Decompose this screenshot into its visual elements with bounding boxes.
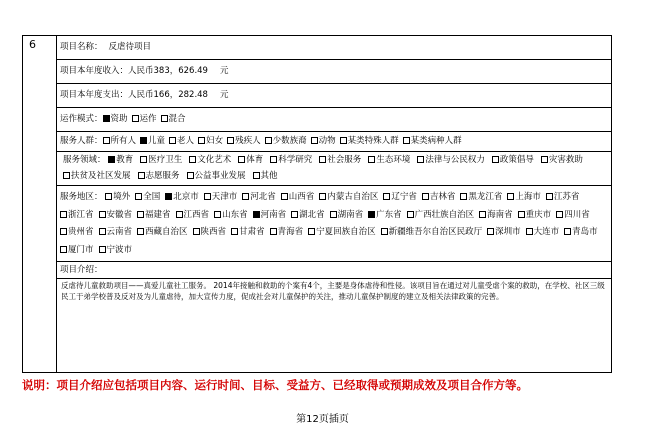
checkbox-icon[interactable] (479, 211, 486, 218)
checkbox-icon[interactable] (135, 193, 142, 200)
areas-option[interactable] (176, 207, 210, 225)
fields-option-label: 志愿服务 (145, 171, 180, 181)
income-unit: 元 (219, 66, 229, 77)
areas-option-label: 厦门市 (68, 244, 94, 255)
areas-option[interactable] (242, 189, 276, 207)
areas-option-label: 天津市 (211, 192, 238, 202)
beneficiaries-option[interactable] (403, 135, 462, 148)
checkbox-icon[interactable] (60, 246, 67, 253)
checkbox-icon[interactable] (518, 211, 525, 218)
fields-option-label: 科学研究 (278, 155, 313, 165)
areas-option[interactable] (460, 189, 502, 207)
areas-option[interactable] (368, 207, 402, 225)
areas-option-label: 广东省 (376, 209, 402, 220)
areas-option[interactable] (60, 242, 94, 260)
areas-option[interactable] (281, 189, 315, 207)
areas-option[interactable] (253, 207, 287, 225)
project-name-row (57, 36, 611, 60)
areas-option-label: 山东省 (222, 209, 248, 220)
areas-option-label: 上海市 (515, 192, 541, 202)
areas-option-label: 浙江省 (68, 209, 94, 220)
checkbox-icon[interactable] (137, 228, 144, 235)
beneficiaries-option[interactable] (227, 135, 261, 148)
areas-option-label: 青岛市 (572, 227, 598, 237)
fields-option-label: 其他 (260, 171, 278, 181)
beneficiaries-option[interactable] (311, 135, 336, 148)
areas-option[interactable] (291, 207, 325, 225)
operation-option-label: 混合 (168, 114, 186, 125)
checkbox-icon[interactable] (187, 172, 194, 179)
areas-option[interactable] (99, 207, 133, 225)
checkbox-icon[interactable] (176, 211, 183, 218)
areas-option-label: 云南省 (106, 227, 133, 237)
beneficiaries-option-label: 儿童 (148, 136, 166, 147)
fields-option[interactable] (541, 152, 583, 168)
operation-mode-options (103, 113, 190, 126)
areas-option[interactable] (105, 189, 130, 207)
expense-row (57, 84, 611, 108)
areas-option[interactable] (507, 189, 541, 207)
checkbox-icon[interactable] (253, 172, 260, 179)
checkbox-icon[interactable] (407, 211, 414, 218)
areas-option-label: 重庆市 (525, 209, 552, 220)
areas-option-label: 深圳市 (495, 227, 521, 237)
checkbox-icon[interactable] (99, 228, 106, 235)
fields-option[interactable] (319, 152, 361, 168)
areas-option-label: 境外 (113, 192, 131, 202)
checkbox-icon[interactable] (140, 156, 147, 163)
areas-option[interactable] (407, 207, 475, 225)
beneficiaries-option-label: 某类病种人群 (410, 136, 462, 147)
areas-option[interactable] (231, 224, 265, 242)
areas-option[interactable] (330, 207, 364, 225)
fields-option-label: 灾害救助 (548, 155, 583, 165)
beneficiaries-option[interactable] (169, 135, 194, 148)
page-footer: 第12页插页 (296, 414, 349, 425)
operation-option[interactable] (103, 113, 128, 126)
checkbox-checked-icon[interactable] (103, 115, 110, 122)
beneficiaries-option-label: 某类特殊人群 (347, 136, 399, 147)
checkbox-icon[interactable] (330, 211, 337, 218)
areas-option-label: 宁波市 (106, 244, 133, 255)
checkbox-icon[interactable] (541, 156, 548, 163)
areas-option-label: 四川省 (564, 209, 590, 220)
checkbox-icon[interactable] (281, 193, 288, 200)
areas-option[interactable] (319, 189, 378, 207)
checkbox-icon[interactable] (526, 228, 533, 235)
checkbox-icon[interactable] (103, 137, 110, 144)
fields-option[interactable] (187, 168, 246, 184)
operation-mode-row (57, 108, 611, 132)
checkbox-icon[interactable] (368, 156, 375, 163)
areas-option[interactable] (270, 224, 304, 242)
checkbox-checked-icon[interactable] (368, 211, 375, 218)
project-details (57, 36, 611, 372)
areas-option-label: 甘肃省 (239, 227, 265, 237)
checkbox-icon[interactable] (99, 211, 106, 218)
service-fields-row (57, 152, 611, 186)
checkbox-icon[interactable] (198, 137, 205, 144)
checkbox-icon[interactable] (265, 137, 272, 144)
fields-option[interactable] (140, 152, 182, 168)
beneficiaries-option-label: 动物 (318, 136, 336, 147)
areas-option-label: 江苏省 (553, 192, 580, 202)
checkbox-icon[interactable] (161, 115, 168, 122)
areas-option[interactable] (546, 189, 580, 207)
fields-option-label: 公益事业发展 (194, 171, 246, 181)
service-fields-options (60, 152, 608, 184)
checkbox-icon[interactable] (422, 193, 429, 200)
areas-option[interactable] (137, 207, 171, 225)
areas-option[interactable] (479, 207, 513, 225)
beneficiaries-row (57, 132, 611, 152)
checkbox-icon[interactable] (231, 228, 238, 235)
areas-option[interactable] (526, 224, 560, 242)
areas-option-label: 黑龙江省 (468, 192, 503, 202)
areas-option-label: 江西省 (183, 209, 210, 220)
checkbox-icon[interactable] (137, 211, 144, 218)
operation-mode-label: 运作模式： (60, 114, 103, 125)
checkbox-icon[interactable] (169, 137, 176, 144)
areas-option[interactable] (487, 224, 521, 242)
fields-option[interactable] (63, 168, 131, 184)
areas-option[interactable] (556, 207, 590, 225)
fields-option[interactable] (417, 152, 485, 168)
areas-option[interactable] (518, 207, 552, 225)
fields-option-label: 扶贫及社区发展 (71, 171, 131, 181)
fields-option[interactable] (253, 168, 278, 184)
checkbox-icon[interactable] (63, 172, 70, 179)
checkbox-icon[interactable] (308, 228, 315, 235)
beneficiaries-option[interactable] (198, 135, 223, 148)
checkbox-checked-icon[interactable] (140, 137, 147, 144)
income-row (57, 60, 611, 84)
fields-option-label: 教育 (116, 155, 134, 165)
fields-option-label: 医疗卫生 (148, 155, 183, 165)
areas-option-label: 西藏自治区 (145, 227, 188, 237)
fields-option-label: 法律与公民权力 (425, 155, 485, 165)
checkbox-icon[interactable] (564, 228, 571, 235)
fields-option[interactable] (238, 152, 263, 168)
checkbox-icon[interactable] (460, 193, 467, 200)
checkbox-icon[interactable] (132, 115, 139, 122)
service-areas-row (57, 186, 611, 262)
beneficiaries-option-label: 少数族裔 (272, 136, 307, 147)
fields-option-label: 体育 (246, 155, 264, 165)
row-number: 6 (29, 38, 36, 51)
checkbox-icon[interactable] (105, 193, 112, 200)
checkbox-icon[interactable] (60, 228, 67, 235)
areas-option-label: 广西壮族自治区 (414, 209, 475, 220)
checkbox-icon[interactable] (214, 211, 221, 218)
service-fields-label: 服务领域： (63, 155, 106, 165)
beneficiaries-option[interactable] (103, 135, 137, 148)
project-name-label: 项目名称： (60, 42, 103, 53)
checkbox-icon[interactable] (319, 156, 326, 163)
areas-option-label: 宁夏回族自治区 (316, 227, 376, 237)
checkbox-icon[interactable] (403, 137, 410, 144)
checkbox-icon[interactable] (270, 156, 277, 163)
checkbox-checked-icon[interactable] (253, 211, 260, 218)
checkbox-icon[interactable] (319, 193, 326, 200)
areas-option[interactable] (204, 189, 238, 207)
checkbox-icon[interactable] (556, 211, 563, 218)
areas-option-label: 大连市 (533, 227, 560, 237)
areas-option[interactable] (193, 224, 227, 242)
areas-option-label: 湖南省 (337, 209, 364, 220)
areas-option[interactable] (564, 224, 598, 242)
fields-option-label: 政策倡导 (499, 155, 534, 165)
service-areas-label: 服务地区： (60, 192, 103, 202)
areas-option-label: 全国 (143, 192, 161, 202)
checkbox-icon[interactable] (507, 193, 514, 200)
areas-option-label: 山西省 (288, 192, 315, 202)
beneficiaries-options (103, 135, 466, 148)
areas-option-label: 湖北省 (299, 209, 325, 220)
areas-option-label: 贵州省 (68, 227, 94, 237)
checkbox-icon[interactable] (242, 193, 249, 200)
project-table (22, 35, 612, 373)
fields-option-label: 文化艺术 (197, 155, 232, 165)
expense-label: 项目本年度支出：人民币166，282.48 (60, 90, 208, 101)
checkbox-icon[interactable] (492, 156, 499, 163)
row-number-cell (23, 36, 57, 372)
service-areas-options (57, 186, 611, 259)
areas-option-label: 内蒙古自治区 (327, 192, 379, 202)
areas-option-label: 新疆维吾尔自治区民政厅 (388, 227, 483, 237)
areas-option-label: 青海省 (277, 227, 304, 237)
beneficiaries-option[interactable] (340, 135, 399, 148)
checkbox-icon[interactable] (270, 228, 277, 235)
areas-option[interactable] (381, 224, 483, 242)
fields-option[interactable] (189, 152, 231, 168)
income-label: 项目本年度收入：人民币383，626.49 (60, 66, 208, 77)
checkbox-icon[interactable] (487, 228, 494, 235)
beneficiaries-option-label: 所有人 (110, 136, 137, 147)
project-name-value: 反虐待项目 (108, 42, 152, 53)
areas-option-label: 福建省 (145, 209, 171, 220)
fields-option[interactable] (108, 152, 133, 168)
areas-option-label: 陕西省 (200, 227, 227, 237)
checkbox-icon[interactable] (238, 156, 245, 163)
checkbox-icon[interactable] (189, 156, 196, 163)
areas-option-label: 吉林省 (429, 192, 456, 202)
areas-option-label: 辽宁省 (391, 192, 417, 202)
beneficiaries-option[interactable] (265, 135, 307, 148)
fields-option[interactable] (492, 152, 534, 168)
checkbox-icon[interactable] (99, 246, 106, 253)
areas-option[interactable] (60, 224, 94, 242)
checkbox-icon[interactable] (381, 228, 388, 235)
checkbox-icon[interactable] (383, 193, 390, 200)
areas-option[interactable] (60, 207, 94, 225)
areas-option[interactable] (214, 207, 248, 225)
beneficiaries-option-label: 老人 (177, 136, 195, 147)
beneficiaries-option-label: 残疾人 (235, 136, 261, 147)
operation-option[interactable] (132, 113, 157, 126)
intro-label: 项目介绍： (60, 264, 103, 275)
areas-option-label: 河北省 (250, 192, 276, 202)
fields-option-label: 生态环境 (376, 155, 411, 165)
checkbox-icon[interactable] (193, 228, 200, 235)
intro-label-row (57, 262, 611, 279)
operation-option[interactable] (161, 113, 186, 126)
checkbox-checked-icon[interactable] (165, 193, 172, 200)
areas-option-label: 海南省 (487, 209, 513, 220)
areas-option[interactable] (135, 189, 160, 207)
beneficiaries-option[interactable] (140, 135, 165, 148)
checkbox-icon[interactable] (60, 211, 67, 218)
intro-text: 反虐待儿童救助项目——真爱儿童社工服务。 2014年接触和救助的个案有4个，主要是身体虐待和性侵。该项目旨在通过对儿童受虐个案的救助，在学校、社区三级民工于弟学校普及反对及为儿童虐待，加大宣传力度，促成社会对儿童保护的关注，推动儿童保护制度的建立及相关法律政策的完善。 (61, 281, 605, 301)
operation-option-label: 运作 (139, 114, 157, 125)
checkbox-checked-icon[interactable] (108, 156, 115, 163)
checkbox-icon[interactable] (340, 137, 347, 144)
beneficiaries-label: 服务人群： (60, 136, 103, 147)
areas-option[interactable] (422, 189, 456, 207)
areas-option-label: 河南省 (260, 209, 287, 220)
fields-option[interactable] (138, 168, 180, 184)
checkbox-icon[interactable] (227, 137, 234, 144)
fields-option[interactable] (270, 152, 312, 168)
areas-option[interactable] (383, 189, 417, 207)
operation-option-label: 资助 (110, 114, 128, 125)
checkbox-icon[interactable] (138, 172, 145, 179)
checkbox-icon[interactable] (417, 156, 424, 163)
areas-option[interactable] (99, 224, 133, 242)
beneficiaries-option-label: 妇女 (206, 136, 224, 147)
fields-option-label: 社会服务 (327, 155, 362, 165)
checkbox-icon[interactable] (311, 137, 318, 144)
expense-unit: 元 (219, 90, 229, 101)
fields-option[interactable] (368, 152, 410, 168)
explanation-note: 说明：项目介绍应包括项目内容、运行时间、目标、受益方、已经取得或预期成效及项目合作方等。 (22, 378, 528, 392)
checkbox-icon[interactable] (546, 193, 553, 200)
areas-option[interactable] (99, 242, 133, 260)
areas-option[interactable] (308, 224, 376, 242)
areas-option-label: 北京市 (173, 192, 199, 202)
areas-option[interactable] (137, 224, 188, 242)
areas-option-label: 安徽省 (106, 209, 133, 220)
checkbox-icon[interactable] (204, 193, 211, 200)
areas-option[interactable] (165, 189, 199, 207)
checkbox-icon[interactable] (291, 211, 298, 218)
